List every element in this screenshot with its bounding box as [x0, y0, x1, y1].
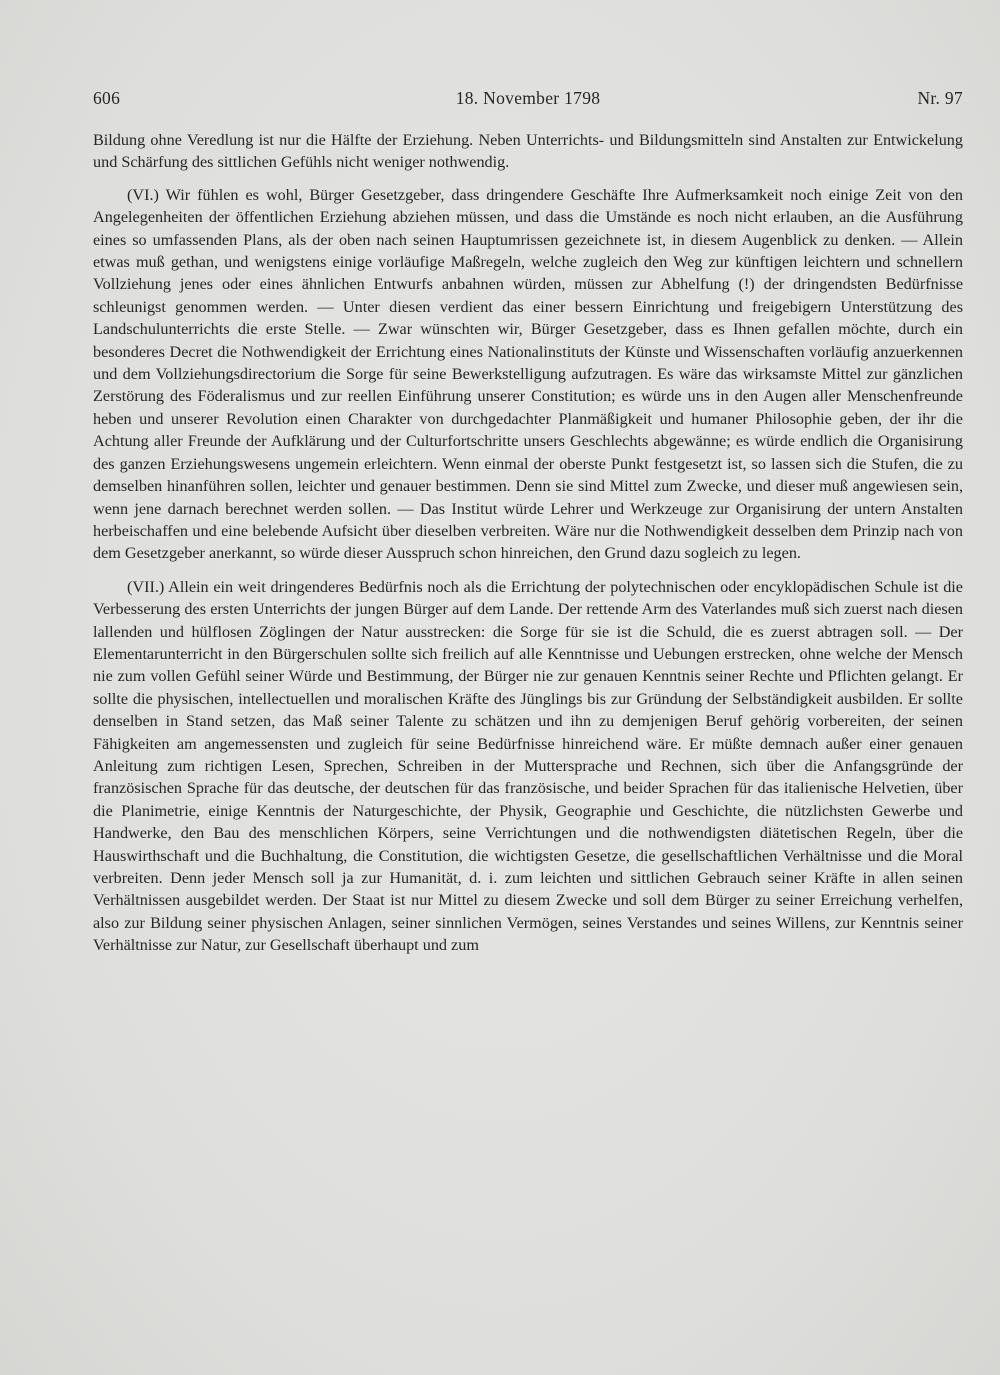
paragraph-section-vii: (VII.) Allein ein weit dringenderes Bedürfnis noch als die Errichtung der polytechnischen oder encyklopädischen Schule ist die Verbesserung des ersten Unterrichts der jungen Bürger auf dem Lande. Der rettende Arm des Vaterlandes muß sich zuerst nach diesen lallenden und hülflosen Zöglingen der Natur ausstrecken: die Sorge für sie ist die Schuld, die es zuerst abtragen soll. — Der Elementarunterricht in den Bürgerschulen sollte sich freilich auf alle Kenntnisse und Uebungen erstrecken, ohne welche der Mensch nie zum vollen Gefühl seiner Würde und Bestimmung, der Bürger nie zur genauen Kenntnis seiner Rechte und Pflichten gelangt. Er sollte die physischen, intellectuellen und moralischen Kräfte des Jünglings bis zur Gründung der Selbständigkeit ausbilden. Er sollte denselben in Stand setzen, das Maß seiner Talente zu schätzen und ihn zu demjenigen Beruf gehörig vorbereiten, der seinen Fähigkeiten am angemessensten und zugleich für seine Bedürfnisse hinreichend wäre. Er müßte demnach außer einer genauen Anleitung zum richtigen Lesen, Sprechen, Schreiben in der Muttersprache und Rechnen, sich über die Anfangsgründe der französischen Sprache für das deutsche, der deutschen für das französische, und beider Sprachen für das italienische Helvetien, über die Planimetrie, einige Kenntnis der Naturgeschichte, der Physik, Geographie und Geschichte, die nützlichsten Gewerbe und Handwerke, den Bau des menschlichen Körpers, seine Verrichtungen und die nothwendigsten diätetischen Regeln, über die Hauswirthschaft und die Buchhaltung, die Constitution, die wichtigsten Gesetze, die gesellschaftlichen Verhältnisse und die Moral verbreiten. Denn jeder Mensch soll ja zur Humanität, d. i. zum leichten und sittlichen Gebrauch seiner Kräfte in allen seinen Verhältnissen ausgebildet werden. Der Staat ist nur Mittel zu diesem Zwecke und soll dem Bürger zu seiner Erreichung verhelfen, also zur Bildung seiner physischen Anlagen, seiner sinnlichen Vermögen, seines Verstandes und seines Willens, zur Kenntnis seiner Verhältnisse zur Natur, zur Gesellschaft überhaupt und zum: [93, 577, 963, 955]
paragraph-continuation: Bildung ohne Veredlung ist nur die Hälfte der Erziehung. Neben Unterrichts- und Bildungsmitteln sind Anstalten zur Entwickelung und Schärfung des sittlichen Gefühls nicht weniger nothwendig.: [93, 131, 963, 172]
header-date: 18. November 1798: [455, 88, 601, 108]
page-number: 606: [93, 88, 121, 108]
paragraph-section-vi: (VI.) Wir fühlen es wohl, Bürger Gesetzgeber, dass dringendere Geschäfte Ihre Aufmerksamkeit noch einige Zeit von den Angelegenheiten der öffentlichen Erziehung abziehen müssen, und dass die Umstände es noch nicht erlauben, an die Ausführung eines so umfassenden Plans, als der oben nach seinen Hauptumrissen gezeichnete ist, in diesem Augenblick zu denken. — Allein etwas muß gethan, und wenigstens einige vorläufige Maßregeln, welche zugleich den Weg zur künftigen leichtern und schnellern Vollziehung jenes oder eines ähnlichen Entwurfs anbahnen würden, müssen zur Abhelfung (!) der dringendsten Bedürfnisse schleunigst genommen werden. — Unter diesen verdient das einer bessern Einrichtung und freigebigern Unterstützung des Landschulunterrichts die erste Stelle. — Zwar wünschten wir, Bürger Gesetzgeber, dass es Ihnen gefallen möchte, durch ein besonderes Decret die Nothwendigkeit der Errichtung eines Nationalinstituts der Künste und Wissenschaften vorläufig anzuerkennen und dem Vollziehungsdirectorium die Sorge für seine Bewerkstelligung aufzutragen. Es wäre das wirksamste Mittel zur gänzlichen Zerstörung des Föderalismus und zur reellen Einführung unserer Constitution; es würde uns in den Augen aller Menschenfreunde heben und unserer Revolution einen Charakter von durchgedachter Planmäßigkeit und humaner Philosophie geben, der ihr die Achtung aller Freunde der Aufklärung und der Culturfortschritte unsers Geschlechts abgewänne; es würde endlich die Organisirung des ganzen Erziehungswesens ungemein erleichtern. Wenn einmal der oberste Punkt festgesetzt ist, so lassen sich die Stufen, die zu demselben hinanführen sollen, leichter und genauer bestimmen. Denn sie sind Mittel zum Zwecke, und dieser muß angewiesen sein, wenn jene darnach berechnet werden sollen. — Das Institut würde Lehrer und Werkzeuge zur Organisirung der untern Anstalten herbeischaffen und eine belebende Aufsicht über dieselben verbreiten. Wäre nur die Nothwendigkeit desselben dem Prinzip nach von dem Gesetzgeber anerkannt, so würde dieser Ausspruch schon hinreichen, den Grund dazu sogleich zu legen.: [93, 185, 963, 563]
issue-number: Nr. 97: [917, 88, 963, 108]
page-header: [93, 88, 963, 116]
body-text: [93, 129, 963, 957]
